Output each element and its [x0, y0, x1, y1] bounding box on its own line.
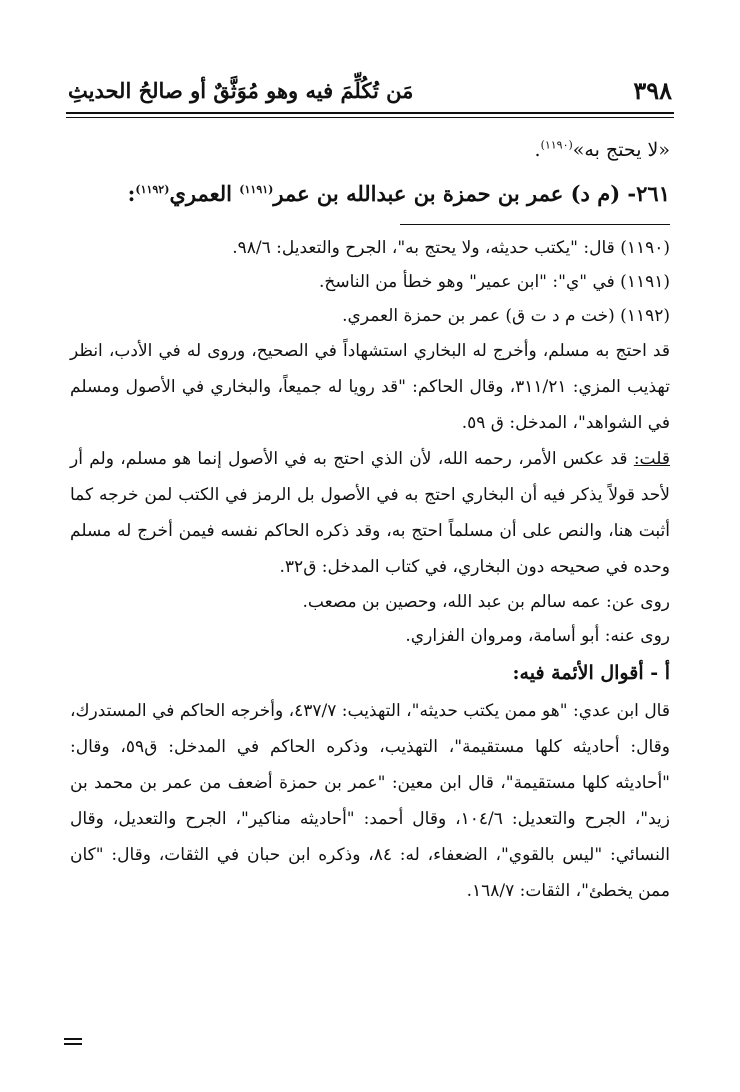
page-header	[68, 70, 672, 110]
entry-nisba: العمري	[169, 181, 240, 206]
continued-quote: «لا يحتج به»	[572, 139, 670, 161]
continued-text: «لا يحتج به»$^{(١١٩٠)}$.	[534, 138, 670, 161]
page-body	[70, 132, 670, 909]
narrated-from: روى عن: عمه سالم بن عبد الله، وحصين بن مصعب.	[302, 592, 670, 612]
imams-sayings: قال ابن عدي: "هو ممن يكتب حديثه"، التهذيب: ٤٣٧/٧، وأخرجه الحاكم في المستدرك، وقال: أحاديثه كلها مستقيمة"، التهذيب، وذكره الحاكم في المدخل: ق٥٩، وقال: "أحاديثه كلها مستقيمة"، قال ابن معين: "عمر بن حمزة أضعف من عمر بن محمد بن زيد"، الجرح والتعديل: ١٠٤/٦، وقال أحمد: "أحاديثه مناكير"، الجرح والتعديل، وقال النسائي: "ليس بالقوي"، الضعفاء، له: ٨٤، وذكره ابن حبان في الثقات، وقال: "كان ممن يخطئ"، الثقات: ١٦٨/٧.	[70, 701, 670, 901]
qultu-label: قلت:	[633, 449, 670, 469]
entry-number: ٢٦١	[636, 181, 670, 206]
qultu-text: قد عكس الأمر، رحمه الله، لأن الذي احتج به في الأصول إنما هو مسلم، ولم أر لأحد قولاً يذكر فيه أن البخاري احتج به في الأصول بل الرمز في الكتب لمن خرجه كما أثبت هنا، والنص على أن مسلماً احتج به، وقد ذكره الحاكم نفسه فيمن أخرج له مسلم وحده في صحيحه دون البخاري، في كتاب المدخل: ق٣٢.	[70, 449, 670, 577]
footnote-1191: (١١٩١) في "ي": "ابن عمير" وهو خطأ من الناسخ.	[319, 272, 670, 292]
header-rule-thin	[66, 117, 674, 118]
footnote-ref-1192: (١١٩٢)	[135, 183, 170, 196]
entry-name: - (م د) عمر بن حمزة بن عبدالله بن عمر	[273, 181, 637, 206]
page-number: ٣٩٨	[633, 75, 672, 105]
footnote-1192: (١١٩٢) (خت م د ت ق) عمر بن حمزة العمري.	[342, 306, 670, 326]
page-end-mark	[64, 1038, 82, 1045]
qultu-paragraph	[70, 441, 670, 585]
entry-colon: :	[127, 181, 136, 206]
footnote-ref-1191: (١١٩١)	[239, 183, 274, 196]
footnote-1190: (١١٩٠) قال: "يكتب حديثه، ولا يحتج به"، الجرح والتعديل: ٩٨/٦.	[232, 238, 670, 258]
header-rule	[66, 112, 674, 114]
footnote-ref-1190: (١١٩٠)	[540, 138, 573, 152]
narrated-by: روى عنه: أبو أسامة، ومروان الفزاري.	[405, 626, 670, 646]
footnote-separator	[400, 224, 670, 225]
section-heading: أ - أقوال الأئمة فيه:	[512, 662, 670, 684]
entry-heading	[70, 174, 670, 214]
running-title: مَن تُكُلِّمَ فيه وهو مُوَثَّقٌ أو صالحُ الحديثِ	[68, 77, 414, 103]
footnote-1192-note: قد احتج به مسلم، وأخرج له البخاري استشهاداً في الصحيح، وروى له في الأدب، انظر تهذيب المزي: ٣١١/٢١، وقال الحاكم: "قد رويا له جميعاً، والبخاري في الأصول ومسلم في الشواهد"، المدخل: ق ٥٩.	[70, 341, 670, 433]
